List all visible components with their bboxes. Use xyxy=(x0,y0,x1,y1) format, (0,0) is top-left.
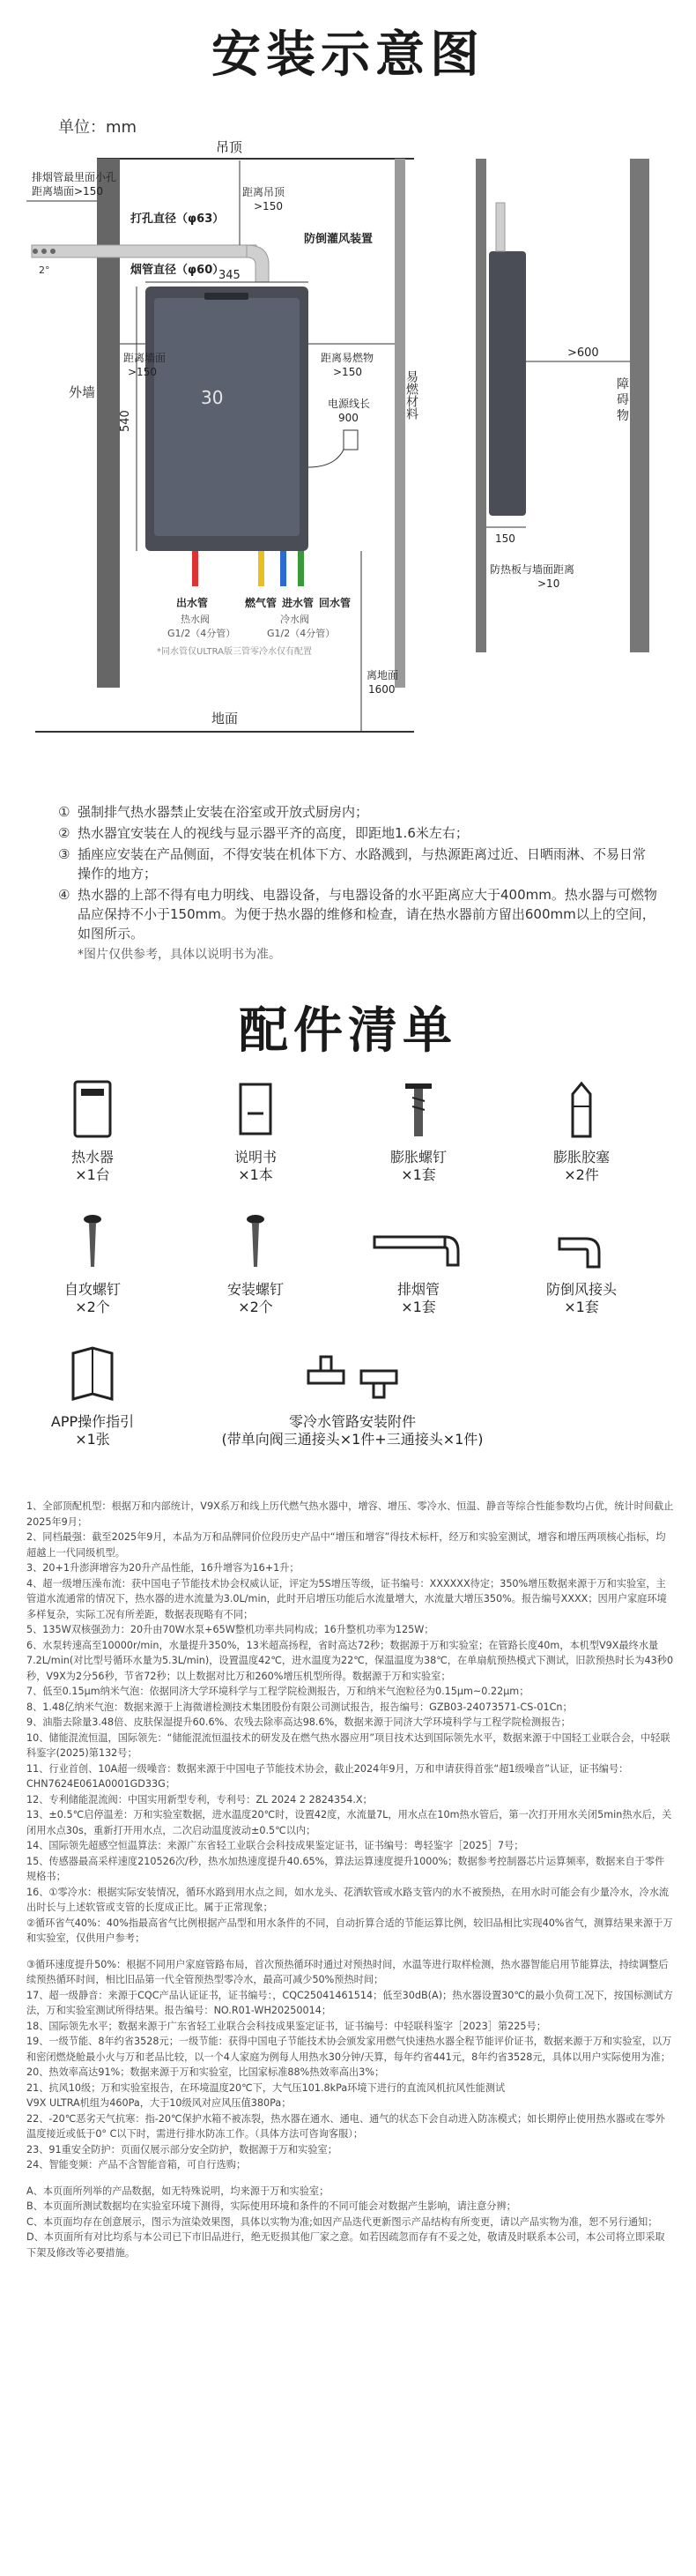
floor-dist-2: 1600 xyxy=(368,683,396,696)
cold-valve-1: 冷水阀 xyxy=(280,614,309,625)
note-text: 热水器的上部不得有电力明线、电器设备，与电器设备的水平距离应大于400mm。热水器与可燃物品应保持不小于150mm。为便于热水器的维修和检查，请在热水器前方留出600mm以上的空间，如图所示。 xyxy=(78,887,657,942)
outer-wall xyxy=(97,159,120,688)
part-name: 排烟管 xyxy=(396,1281,440,1298)
side-wall xyxy=(476,159,486,652)
part-name: 安装螺钉 xyxy=(226,1281,284,1298)
power-socket xyxy=(344,430,358,450)
expansion-bolt-icon xyxy=(396,1080,441,1142)
part-name: 热水器 xyxy=(70,1149,114,1165)
cold-in-label: 进水管 xyxy=(282,597,315,609)
ceiling-dist-2: >150 xyxy=(254,200,283,212)
fineprint-line: 22、-20℃恶劣天气抗寒：指-20℃保护水箱不被冻裂，热水器在通水、通电、通气的状态下会自动进入防冻模式；如长期停止使用热水器或在零外温度接近或低于0° C以下时，需进行排水防冻工作。（具体方法可咨询客服）； xyxy=(26,2112,665,2140)
cold-in-pipe xyxy=(280,551,286,586)
note-num: ④ xyxy=(58,887,70,903)
fineprint-line: 1、全部顶配机型：根据万和内部统计，V9X系万和线上历代燃气热水器中，增容、增压、零冷水、恒温、静音等综合性能参数均占优，统计时间截止2025年9月； xyxy=(26,1500,674,1528)
width-dim: 345 xyxy=(218,269,241,282)
part-name: 自攻螺钉 xyxy=(63,1281,121,1298)
pipe-footnote: *同水管仅ULTRA版三管零冷水仅有配置 xyxy=(157,647,313,657)
fineprint-line: 8、1.48亿纳米气泡：数据来源于上海微谱检测技术集团股份有限公司测试报告，报告编号：GZB03-24073571-CS-01Cn； xyxy=(26,1701,573,1713)
note-num: ③ xyxy=(58,846,70,862)
part-qty: ×1张 xyxy=(75,1431,110,1448)
part-name: 膨胀螺钉 xyxy=(389,1149,447,1165)
heater-icon xyxy=(70,1080,115,1142)
flammable-material-label: 易燃材料 xyxy=(404,370,418,420)
obstacle-wall xyxy=(630,159,649,652)
display-digits: 30 xyxy=(201,387,224,408)
fineprint-line: 20、热效率高达91%；数据来源于万和实验室，比国家标准88%热效率高出3%； xyxy=(26,2066,385,2078)
exhaust-pipe xyxy=(32,245,256,257)
part-item xyxy=(181,1080,330,1184)
part-item xyxy=(18,1080,167,1184)
flammable-dist-2: >150 xyxy=(333,366,362,378)
hot-out-pipe xyxy=(192,551,198,586)
part-qty: ×1台 xyxy=(75,1166,110,1183)
fineprint-line: V9X ULTRA机组为460Pa，大于10级风对应风压值380Pa； xyxy=(26,2097,292,2109)
ceiling-dist-1: 距离吊顶 xyxy=(242,186,285,198)
return-pipe-label: 回水管 xyxy=(319,597,352,609)
notes-tip: *图片仅供参考，具体以说明书为准。 xyxy=(78,948,281,962)
install-title: 安装示意图 xyxy=(211,26,485,84)
fineprint-line: 12、专利储能混流阀：中国实用新型专利，专利号：ZL 2024 2 2824354.X； xyxy=(26,1793,373,1805)
ceiling-label: 吊顶 xyxy=(216,139,243,155)
fineprint-line: 24、智能变频：产品不含智能音箱，可自行选购； xyxy=(26,2159,247,2170)
note-text: 强制排气热水器禁止安装在浴室或开放式厨房内； xyxy=(78,804,369,820)
hot-valve-1: 热水阀 xyxy=(181,614,210,625)
fineprint-line xyxy=(26,2173,674,2184)
hot-out-label: 出水管 xyxy=(176,597,209,609)
guide-icon xyxy=(66,1344,119,1406)
note-text: 插座应安装在产品侧面，不得安装在机体下方、水路溅到，与热源距离过近、日晒雨淋、不易日常操作的地方； xyxy=(78,846,647,882)
part-qty: ×2个 xyxy=(75,1299,110,1315)
fineprint-line: 21、抗风10级；万和实验室报告，在环境温度20℃下，大气压101.8kPa环境下进行的直流风机抗风性能测试 xyxy=(26,2081,506,2094)
exhaust-note-2: 距离墙面>150 xyxy=(32,185,103,197)
cable-label-2: 900 xyxy=(338,412,359,424)
part-item xyxy=(507,1080,656,1184)
fineprint-line: D、本页面所有对比均系与本公司已下市旧品进行，绝无贬损其他厂家之意。如若因疏忽而存有不妥之处，敬请及时联系本公司，本公司将立即采取下架及修改等必要措施。 xyxy=(26,2231,665,2259)
drill-label: 打孔直径（φ63） xyxy=(130,212,225,226)
floor-dist-1: 离地面 xyxy=(367,669,399,681)
side-wall-dist-1: 防热板与墙面距离 xyxy=(490,563,575,576)
gas-pipe-label: 燃气管 xyxy=(245,597,278,609)
fineprint-line: 5、135W双核强劲力：20升由70W水泵+65W整机功率共同构成；16升整机功率为125W； xyxy=(26,1624,434,1635)
fineprint-line: 13、±0.5℃启停温差：万和实验室数据，进水温度20℃时，设置42度，水流量7L，用水点在10m热水管后，第一次打开用水关闭5min热水后，关闭用水点30s，重新打开用水点，二次启动温度波动±0.5℃以内； xyxy=(26,1809,672,1836)
part-item xyxy=(181,1212,330,1316)
fineprint-line: C、本页面均存在创意展示，图示为渲染效果图，具体以实物为准;如因产品迭代更新图示产品结构有所变更，请以产品实物为准，恕不另行通知； xyxy=(26,2215,658,2228)
flue-elbow xyxy=(247,245,269,282)
flue-diameter-label: 烟管直径（φ60） xyxy=(130,264,225,277)
fineprint-line: 11、行业首创、10A超一级噪音：数据来源于中国电子节能技术协会，截止2024年9月，万和申请获得首张“超1级噪音”认证，证书编号：CHN7624E061A0001GD33G； xyxy=(26,1762,629,1790)
fineprint-line: B、本页面所测试数据均在实验室环境下测得，实际使用环境和条件的不同可能会对数据产生影响，请注意分辨； xyxy=(26,2200,516,2212)
fineprint-line: 6、水泵转速高至10000r/min，水量提升350%，13米超高扬程，省时高达72秒；数据源于万和实验室；在管路长度40m，本机型V9X最终水量7.2L/min(对比型号循环水量为5.3L/min)，设置温度42℃，进水温度为22℃，保温温度为38℃，在单扇航预热模式下测试，旧款预热时长为43秒0秒，V9X为2分56秒，节省72秒；以上数据对比万和260%增压机型所得。数据源于万和实验室； xyxy=(26,1639,674,1682)
fineprint-line: 14、国际领先超感空恒温算法：来源广东省轻工业联合会科技成果鉴定证书，证书编号：粤轻鉴字［2025］7号； xyxy=(26,1840,524,1851)
side-wall-dist-2: >10 xyxy=(537,577,560,590)
fineprint-line: ②循环省气40%：40%指最高省气比例根据产品型和用水条件的不同，自动折算合适的节能运算比例，较旧品相比实现40%省气，测算结果来源于万和实验室，仅供用户参考； xyxy=(26,1917,673,1944)
manual-icon xyxy=(233,1080,278,1142)
outer-wall-label: 外墙 xyxy=(69,384,96,400)
tee-connector-icon xyxy=(300,1344,405,1406)
fineprint-line: 2、同档最强：截至2025年9月，本品为万和品牌同价位段历史产品中“增压和增容”得技术标杆，经万和实验室测试，增容和增压两项核心指标，均超越上一代同级机型。 xyxy=(26,1531,666,1559)
angle-label: 2° xyxy=(39,264,50,276)
part-item xyxy=(344,1080,493,1184)
note-num: ② xyxy=(58,825,70,841)
fineprint-line: A、本页面所列举的产品数据，如无特殊说明，均来源于万和实验室； xyxy=(26,2185,329,2197)
note-text: 热水器宜安装在人的视线与显示器平齐的高度，即距地1.6米左右； xyxy=(78,825,469,841)
part-qty: ×2件 xyxy=(564,1166,599,1183)
fineprint-line: 19、一级节能、8年约省3528元；一级节能：获得中国电子节能技术协会颁发家用燃气快速热水器全程节能评价证书，数据来源于万和实验室，以万和密闭燃烧舱最小火与万和老品比较，以一个4人家庭为例每人用热水30分钟/天算，每年约省441元，8年约省3528元，具体以用户实际使用为准； xyxy=(26,2036,672,2063)
depth-dim: 150 xyxy=(495,532,515,545)
front-dist: >600 xyxy=(567,346,599,360)
part-name: 防倒风接头 xyxy=(545,1281,617,1298)
fineprint-line: 16、①零冷水：根据实际安装情况，循环水路到用水点之间，如水龙头、花洒软管或水路支管内的水不被预热，在用水时可能会有少量冷水，冷水流出时长与上述软管或支管的长度成正比。属于正常现象； xyxy=(26,1886,670,1913)
fineprint-line xyxy=(26,1947,674,1957)
obstacle-label-3: 物 xyxy=(617,409,629,423)
fineprint-line: 7、低至0.15μm纳米气泡：依据同济大学环境科学与工程学院检测报告，万和纳米气泡粒径为0.15μm~0.22μm； xyxy=(26,1686,529,1697)
wall-dist-2: >150 xyxy=(128,366,157,378)
part-item-combo xyxy=(203,1344,502,1448)
flammable-wall xyxy=(395,159,405,688)
fineprint-line: 9、油脂去除量3.48倍、皮肤保湿提升60.6%、农残去除率高达98.6%，数据来源于同济大学环境科学与工程学院检测报告； xyxy=(26,1716,571,1728)
gas-pipe xyxy=(258,551,264,586)
part-name: APP操作指引 xyxy=(50,1413,135,1430)
fineprint-line: 17、超一级静音：来源于CQC产品认证证书，证书编号：，CQC25041461514；低至30dB(A)；热水器设置30℃的最小负荷工况下，按国标测试方法，万和实验室测试所得结果。报告编号：NO.R01-WH20250014； xyxy=(26,1989,673,2016)
fineprint-line: 15、传感器最高采样速度210526次/秒，热水加热速度提升40.65%，算法运算速度提升1000%；数据参考控制器芯片运算频率，数据来自于零件规格书； xyxy=(26,1855,665,1882)
part-qty: ×1本 xyxy=(238,1166,273,1183)
part-item xyxy=(18,1344,167,1448)
cable-label-1: 电源线长 xyxy=(328,398,371,410)
part-qty: ×1套 xyxy=(401,1299,436,1315)
part-item xyxy=(344,1212,493,1316)
parts-title: 配件清单 xyxy=(239,1002,457,1060)
fineprint-line: 23、91重安全防护：页面仅展示部分安全防护，数据源于万和实验室； xyxy=(26,2143,337,2155)
part-qty: ×1套 xyxy=(564,1299,599,1315)
combo-desc: (带单向阀三通接头×1件+三通接头×1件) xyxy=(221,1431,484,1448)
note-num: ① xyxy=(58,804,70,820)
obstacle-label-2: 碍 xyxy=(617,393,629,407)
cold-valve-2: G1/2（4分管） xyxy=(267,628,336,639)
screw-icon xyxy=(233,1212,278,1274)
exhaust-note-1: 排烟管最里面小孔 xyxy=(32,171,117,183)
combo-name: 零冷水管路安装附件 xyxy=(288,1413,416,1430)
part-name: 膨胀胶塞 xyxy=(552,1149,610,1165)
fineprint-line: 4、超一级增压澡布流：获中国电子节能技术协会权威认证，评定为5S增压等级，证书编号：XXXXXX待定；350%增压数据来源于万和实验室，主管道水流通常的情况下，热水器的进水流量为3.0L/min，此时开启增压功能后水流量增大，水流量大增压350%。报告编号XXXX；因用户家庭环境多样复杂，实际工况有所差距，数据表现略有不同； xyxy=(26,1577,667,1620)
flue-pipe-icon xyxy=(370,1212,467,1274)
part-qty: ×1套 xyxy=(401,1166,436,1183)
height-dim: 540 xyxy=(119,410,132,432)
fineprint-line: 10、储能混流恒温，国际领先：“储能混流恒温技术的研发及在燃气热水器应用”项目技术达到国际领先水平，数据来源于中国轻工业联合会，中轻联科鉴字(2025)第132号； xyxy=(26,1731,670,1759)
part-item xyxy=(18,1212,167,1316)
unit-label: 单位：mm xyxy=(58,118,137,137)
fineprint-line: ③循环速度提升50%：根据不同用户家庭管路布局，首次预热循环时通过对预热时间，水温等进行取样检测，热水器智能启用节能算法，持续调整后续预热循环时间，相比旧品第一代全管预热型零冷水，最高可减少50%预热时间； xyxy=(26,1958,669,1985)
fineprint-line: 3、20+1升澎湃增容为20升产品性能，16升增容为16+1升； xyxy=(26,1562,300,1574)
install-notes xyxy=(58,802,657,964)
wall-dist-1: 距离墙面 xyxy=(123,352,167,364)
fineprint xyxy=(26,1499,674,2260)
part-item xyxy=(507,1212,656,1316)
elbow-icon xyxy=(551,1212,612,1274)
return-pipe xyxy=(298,551,304,586)
obstacle-label-1: 障 xyxy=(617,377,629,391)
part-name: 说明书 xyxy=(233,1149,277,1165)
windproof-label: 防倒灌风装置 xyxy=(304,233,374,246)
floor-label: 地面 xyxy=(211,711,239,726)
fineprint-line: 18、国际领先水平；数据来源于广东省轻工业联合会科技成果鉴定证书，证书编号：中轻联科鉴字［2023］第225号； xyxy=(26,2020,546,2032)
plug-icon xyxy=(559,1080,603,1142)
heater-side xyxy=(489,251,526,516)
installation-diagram xyxy=(0,97,696,785)
part-qty: ×2个 xyxy=(238,1299,273,1315)
hot-valve-2: G1/2（4分管） xyxy=(167,628,236,639)
screw-icon xyxy=(70,1212,115,1274)
flammable-dist-1: 距离易燃物 xyxy=(321,352,374,364)
